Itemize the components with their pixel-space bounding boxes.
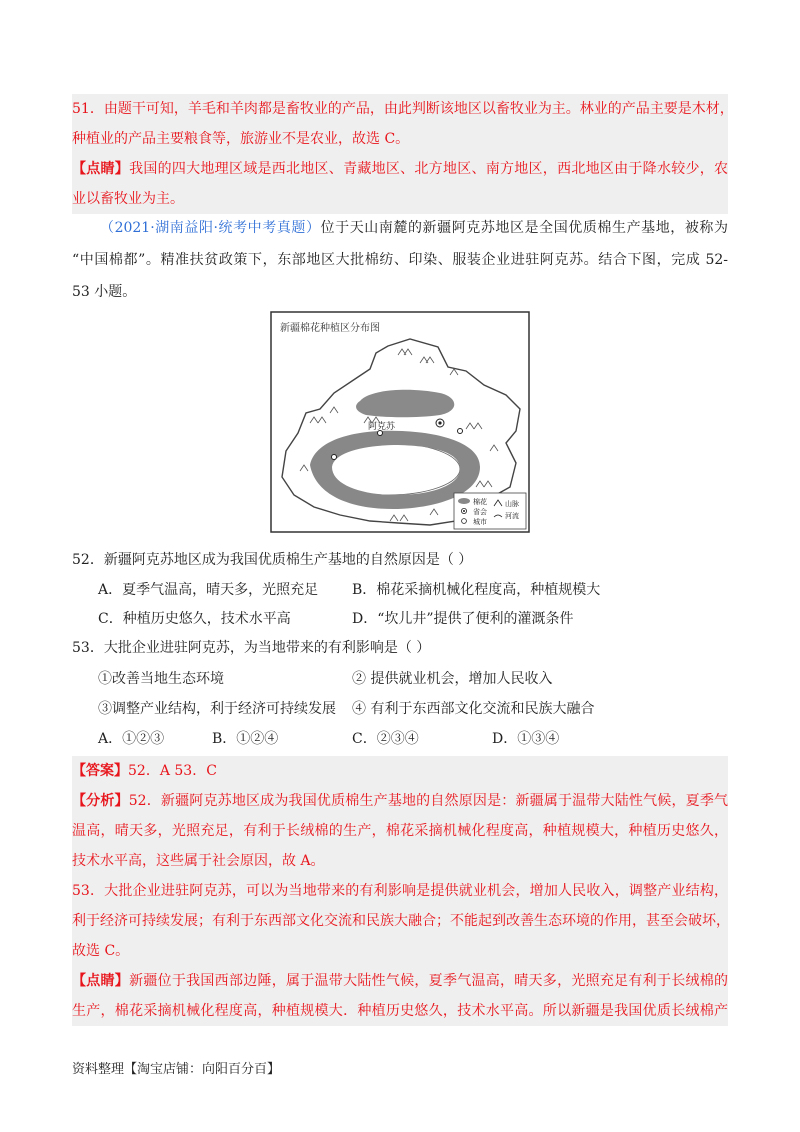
map-title: 新疆棉花种植区分布图 [280, 323, 380, 334]
answer-block-52-53 [72, 756, 728, 1026]
analysis-line [72, 786, 728, 816]
city-marker [458, 429, 463, 434]
answer-block-51 [72, 94, 734, 214]
intro-line: “中国棉都”。精准扶贫政策下，东部地区大批棉纺、印染、服装企业进驻阿克苏。结合下图，完成 52- [72, 252, 728, 268]
question-intro [72, 212, 728, 308]
tip-tag: 【点睛】 [72, 161, 130, 177]
q52-option-d: D．“坎儿井”提供了便利的灌溉条件 [352, 611, 574, 627]
q53-option-d: D．①③④ [492, 731, 560, 747]
city-marker [332, 455, 337, 460]
answer-tag: 【答案】 [72, 763, 128, 779]
legend-mountain-label: 山脉 [505, 500, 519, 508]
source-label: （2021·湖南益阳·统考中考真题） [100, 220, 321, 236]
q53-statement-1: ①改善当地生态环境 [98, 671, 224, 687]
tip-line [72, 154, 728, 184]
q53-stem: 53．大批企业进驻阿克苏，为当地带来的有利影响是（ ） [72, 640, 431, 656]
q52-stem: 52．新疆阿克苏地区成为我国优质棉生产基地的自然原因是（ ） [72, 552, 473, 568]
capital-marker-dot [438, 421, 441, 424]
tip-text: 我国的四大地理区域是西北地区、青藏地区、北方地区、南方地区，西北地区由于降水较少，农 [129, 161, 729, 177]
explanation-line: 51．由题干可知，羊毛和羊肉都是畜牧业的产品，由此判断该地区以畜牧业为主。林业的产品主要是木材， [72, 101, 734, 117]
aksu-label: 阿克苏 [368, 422, 396, 432]
legend-cotton-swatch [458, 498, 470, 504]
tip-tag: 【点睛】 [72, 973, 130, 989]
tip-line: 生产，棉花采摘机械化程度高，种植规模大．种植历史悠久，技术水平高。所以新疆是我国优质长绒棉产 [72, 1003, 728, 1019]
answer-line [72, 756, 728, 786]
analysis-line: 利于经济可持续发展；有利于东西部文化交流和民族大融合；不能起到改善生态环境的作用，甚至会破坏， [72, 913, 730, 929]
q53-option-c: C．②③④ [352, 731, 419, 747]
tip-line [72, 966, 728, 996]
analysis-line: 故选 C。 [72, 943, 130, 959]
q53-statement-3: ③调整产业结构，利于经济可持续发展 [98, 701, 336, 717]
q52-option-b: B．棉花采摘机械化程度高，种植规模大 [352, 582, 601, 598]
q52-option-c: C．种植历史悠久，技术水平高 [98, 611, 291, 627]
q53-option-a: A．①②③ [98, 731, 165, 747]
legend-capital-label: 省会 [473, 508, 487, 516]
analysis-text: 52．新疆阿克苏地区成为我国优质棉生产基地的自然原因是：新疆属于温带大陆性气候，夏季气 [128, 793, 729, 809]
intro-line [72, 212, 728, 244]
legend-cotton-label: 棉花 [473, 498, 487, 506]
analysis-tag: 【分析】 [72, 793, 129, 809]
q52-option-a: A．夏季气温高，晴天多，光照充足 [98, 582, 319, 598]
analysis-line: 技术水平高，这些属于社会原因，故 A。 [72, 853, 325, 869]
legend-river-label: 河流 [505, 512, 519, 520]
explanation-line: 种植业的产品主要粮食等，旅游业不是农业，故选 C。 [72, 131, 410, 147]
xinjiang-cotton-map [270, 311, 530, 533]
map-legend [454, 493, 526, 529]
legend-city-label: 城市 [473, 518, 487, 526]
answer-text: 52．A 53．C [128, 763, 217, 779]
analysis-line: 温高，晴天多，光照充足，有利于长绒棉的生产，棉花采摘机械化程度高，种植规模大，种植历史悠久， [72, 823, 728, 839]
tip-line: 业以畜牧业为主。 [72, 191, 184, 207]
legend-city-swatch [462, 519, 467, 524]
tip-text: 新疆位于我国西部边陲，属于温带大陆性气候，夏季气温高，晴天多，光照充足有利于长绒棉的 [129, 973, 729, 989]
q53-statement-2: ② 提供就业机会，增加人民收入 [352, 671, 553, 687]
intro-text: 位于天山南麓的新疆阿克苏地区是全国优质棉生产基地，被称为 [320, 220, 729, 236]
q53-statement-4: ④ 有利于东西部文化交流和民族大融合 [352, 701, 595, 717]
intro-line: 53 小题。 [72, 284, 137, 300]
q53-option-b: B．①②④ [212, 731, 279, 747]
analysis-line: 53．大批企业进驻阿克苏，可以为当地带来的有利影响是提供就业机会，增加人民收入，调整产业结构， [72, 883, 728, 899]
page-footer: 资料整理【淘宝店铺：向阳百分百】 [72, 1062, 281, 1077]
